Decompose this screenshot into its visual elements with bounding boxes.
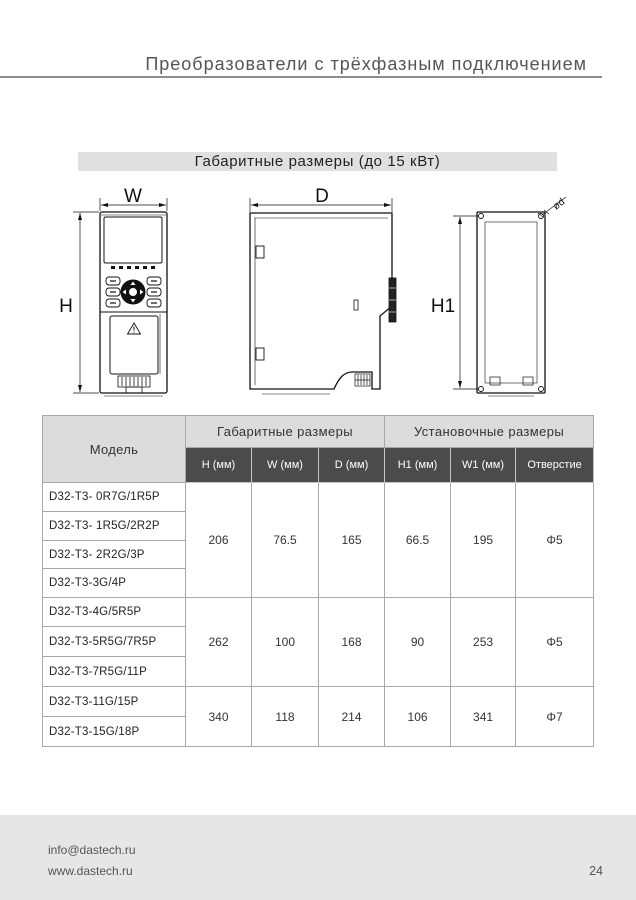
front-view-drawing [73, 198, 167, 396]
model-name: D32-T3- 2R2G/3P [43, 541, 186, 569]
value-w: 76.5 [252, 483, 319, 598]
footer-email: info@dastech.ru [48, 843, 136, 857]
model-name: D32-T3-15G/18P [43, 717, 186, 747]
terminal-cover [110, 316, 158, 374]
page-header-title: Преобразователи с трёхфазным подключением [145, 54, 587, 74]
model-column-header: Модель [43, 416, 186, 483]
page-footer [0, 815, 636, 900]
d-column-header: D (мм) [319, 448, 385, 483]
dimension-drawings [0, 182, 636, 408]
dimension-h1 [453, 216, 479, 389]
mounting-holes [479, 214, 544, 392]
indicator-leds [111, 266, 155, 269]
value-w: 118 [252, 687, 319, 747]
model-name: D32-T3-5R5G/7R5P [43, 627, 186, 657]
side-connector [389, 278, 396, 322]
hole-column-header: Отверстие [516, 448, 594, 483]
value-h: 340 [186, 687, 252, 747]
front-height-label: H [59, 296, 73, 317]
footer-website: www.dastech.ru [48, 864, 133, 878]
value-h1: 106 [385, 687, 451, 747]
value-w1: 195 [451, 483, 516, 598]
model-name: D32-T3-7R5G/11P [43, 657, 186, 687]
back-view-drawing [453, 197, 566, 396]
value-w: 100 [252, 598, 319, 687]
h1-column-header: H1 (мм) [385, 448, 451, 483]
value-h1: 66.5 [385, 483, 451, 598]
model-name: D32-T3-3G/4P [43, 569, 186, 598]
keypad-dial [121, 280, 145, 304]
back-mount-height-label: H1 [430, 296, 456, 317]
warning-triangle-icon [128, 323, 141, 334]
section-title: Габаритные размеры (до 15 кВт) [194, 153, 441, 170]
back-body-outline [477, 212, 545, 393]
side-body-outline [250, 213, 392, 389]
lower-latch [256, 348, 264, 360]
display-screen [104, 217, 162, 263]
hole-diameter-label: ød [551, 196, 568, 213]
model-name: D32-T3-11G/15P [43, 687, 186, 717]
side-depth-label: D [315, 186, 329, 207]
model-name: D32-T3-4G/5R5P [43, 598, 186, 627]
w1-column-header: W1 (мм) [451, 448, 516, 483]
dimensions-table [42, 415, 594, 747]
dimensions-table-wrapper [42, 415, 594, 747]
value-hole: Φ5 [516, 483, 594, 598]
value-hole: Φ7 [516, 687, 594, 747]
value-d: 214 [319, 687, 385, 747]
value-d: 165 [319, 483, 385, 598]
page-number: 24 [589, 864, 603, 878]
model-name: D32-T3- 0R7G/1R5P [43, 483, 186, 512]
value-h: 262 [186, 598, 252, 687]
value-h: 206 [186, 483, 252, 598]
table-row [43, 598, 594, 627]
value-w1: 341 [451, 687, 516, 747]
upper-latch [256, 246, 264, 258]
w-column-header: W (мм) [252, 448, 319, 483]
header-divider [0, 76, 602, 78]
model-name: D32-T3- 1R5G/2R2P [43, 512, 186, 541]
bottom-vent [118, 376, 150, 387]
overall-dimensions-header: Габаритные размеры [186, 416, 385, 448]
value-h1: 90 [385, 598, 451, 687]
table-row [43, 687, 594, 717]
dimension-h [73, 212, 99, 393]
h-column-header: H (мм) [186, 448, 252, 483]
value-w1: 253 [451, 598, 516, 687]
value-d: 168 [319, 598, 385, 687]
table-header-row [43, 416, 594, 448]
section-title-bar [78, 152, 557, 171]
value-hole: Φ5 [516, 598, 594, 687]
mounting-dimensions-header: Установочные размеры [385, 416, 594, 448]
front-width-label: W [124, 186, 142, 207]
table-row [43, 483, 594, 512]
side-vent [355, 374, 370, 386]
side-view-drawing [250, 198, 396, 394]
